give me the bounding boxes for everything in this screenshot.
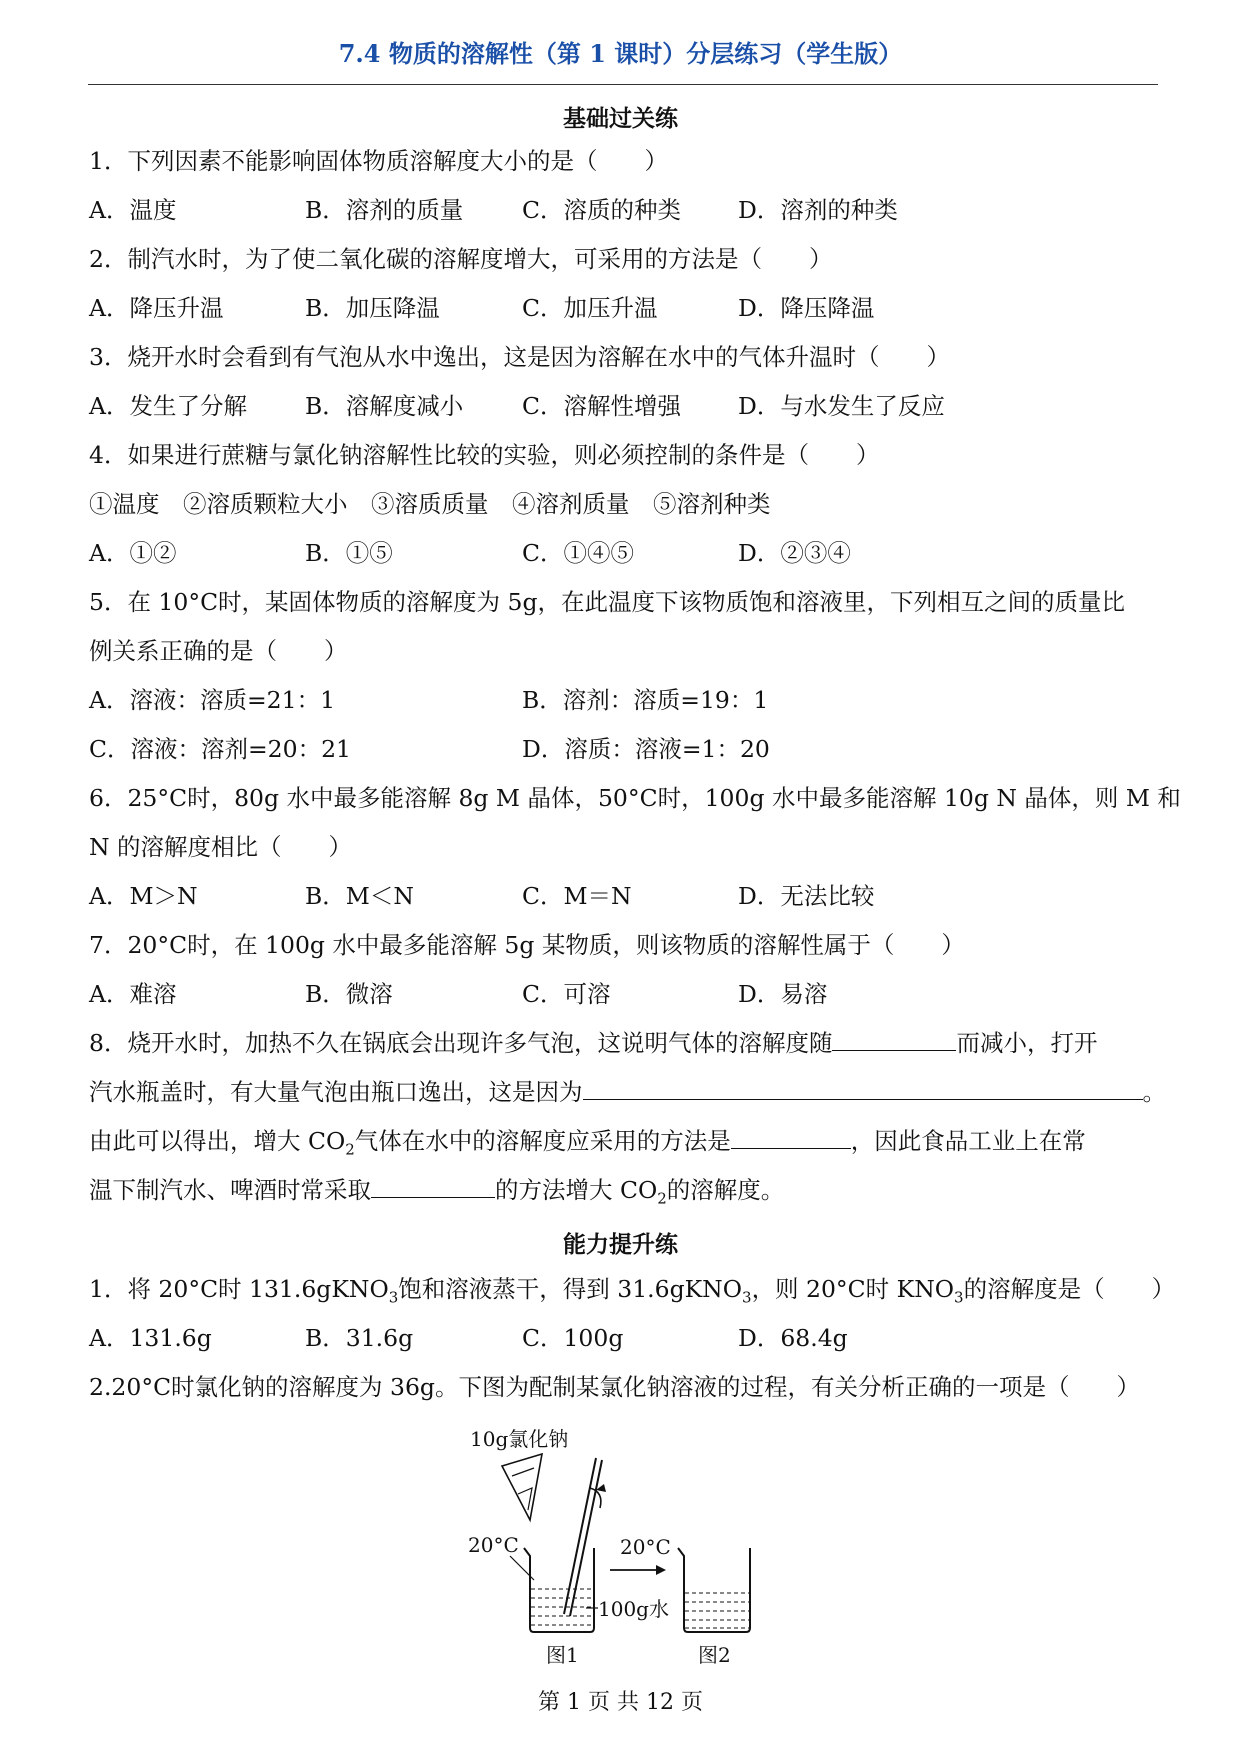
water-label: 100g水	[598, 1597, 669, 1621]
q8-answer-blank-1[interactable]	[832, 1028, 956, 1051]
document-title: 7.4 物质的溶解性（第 1 课时）分层练习（学生版）	[338, 39, 903, 68]
q6-option-d: D．无法比较	[738, 882, 875, 910]
section-heading-advanced: 能力提升练	[563, 1231, 678, 1258]
question-8-line1	[89, 1028, 1097, 1058]
aq1-text-d: 的溶解度是（ ）	[963, 1275, 1176, 1303]
question-2-stem: 2．制汽水时，为了使二氧化碳的溶解度增大，可采用的方法是（ ）	[89, 245, 833, 273]
q1-option-c: C．溶质的种类	[522, 196, 681, 224]
aq1-kno3-subscript-3: 3	[954, 1288, 964, 1307]
beaker-1-temperature: 20°C	[468, 1533, 519, 1557]
q1-option-b: B．溶剂的质量	[305, 196, 464, 224]
question-3-stem: 3．烧开水时会看到有气泡从水中逸出，这是因为溶解在水中的气体升温时（ ）	[89, 343, 950, 371]
q8-text-3a: 由此可以得出，增大 CO	[89, 1127, 346, 1155]
q2-option-a: A．降压升温	[89, 294, 224, 322]
arrow-temperature: 20°C	[620, 1535, 671, 1559]
q4-option-b: B．①⑤	[305, 539, 393, 567]
salt-label: 10g氯化钠	[470, 1427, 569, 1451]
q3-option-a: A．发生了分解	[89, 392, 247, 420]
question-8-line4	[89, 1175, 784, 1214]
q8-text-2b: 。	[1142, 1078, 1166, 1106]
question-8-line2	[89, 1077, 1166, 1107]
aq1-option-d: D．68.4g	[738, 1324, 848, 1352]
q7-option-c: C．可溶	[522, 980, 611, 1008]
q1-option-d: D．溶剂的种类	[738, 196, 898, 224]
q4-option-d: D．②③④	[738, 539, 851, 567]
q8-co2-subscript-2: 2	[657, 1189, 667, 1208]
q8-text-2a: 汽水瓶盖时，有大量气泡由瓶口逸出，这是因为	[89, 1078, 583, 1106]
q5-option-b: B．溶剂：溶质=19：1	[522, 686, 769, 714]
q3-option-b: B．溶解度减小	[305, 392, 464, 420]
glass-rod-icon	[564, 1458, 606, 1616]
aq1-text-b: 饱和溶液蒸干，得到 31.6gKNO	[398, 1275, 743, 1303]
q8-text-4c: 的溶解度。	[666, 1176, 785, 1204]
question-4-conditions: ①温度 ②溶质颗粒大小 ③溶质质量 ④溶剂质量 ⑤溶剂种类	[89, 490, 771, 518]
aq1-option-c: C．100g	[522, 1324, 624, 1352]
q8-answer-blank-3[interactable]	[731, 1126, 851, 1149]
experiment-figure	[440, 1418, 820, 1667]
beaker-2	[678, 1548, 750, 1632]
q2-option-b: B．加压降温	[305, 294, 440, 322]
q6-option-b: B．M＜N	[305, 882, 414, 910]
page-footer: 第 1 页 共 12 页	[538, 1690, 703, 1715]
section-heading-basic: 基础过关练	[563, 105, 678, 132]
aq1-text-c: ，则 20°C时 KNO	[751, 1275, 955, 1303]
question-7-stem: 7．20°C时，在 100g 水中最多能溶解 5g 某物质，则该物质的溶解性属于（ ）	[89, 931, 965, 959]
q8-answer-blank-2[interactable]	[583, 1077, 1143, 1100]
q4-option-c: C．①④⑤	[522, 539, 634, 567]
q8-answer-blank-4[interactable]	[371, 1175, 495, 1198]
q5-option-c: C．溶液：溶剂=20：21	[89, 735, 351, 763]
q3-option-d: D．与水发生了反应	[738, 392, 945, 420]
q8-text-1b: 而减小，打开	[956, 1029, 1098, 1057]
advanced-question-1-stem	[89, 1274, 1175, 1313]
q8-text-3b: 气体在水中的溶解度应采用的方法是	[354, 1127, 731, 1155]
q7-option-b: B．微溶	[305, 980, 393, 1008]
aq1-option-b: B．31.6g	[305, 1324, 414, 1352]
question-5-stem-line1: 5．在 10°C时，某固体物质的溶解度为 5g，在此温度下该物质饱和溶液里，下列相互之间的质量比	[89, 588, 1126, 616]
aq1-kno3-subscript-1: 3	[388, 1288, 399, 1307]
q3-option-c: C．溶解性增强	[522, 392, 681, 420]
q5-option-d: D．溶质：溶液=1：20	[522, 735, 770, 763]
q7-option-a: A．难溶	[89, 980, 177, 1008]
q7-option-d: D．易溶	[738, 980, 828, 1008]
question-8-line3	[89, 1126, 1086, 1165]
advanced-question-2-stem: 2.20°C时氯化钠的溶解度为 36g。下图为配制某氯化钠溶液的过程，有关分析正确的一项是（ ）	[89, 1373, 1140, 1401]
q8-co2-subscript-1: 2	[345, 1140, 355, 1159]
aq1-option-a: A．131.6g	[89, 1324, 212, 1352]
q6-option-a: A．M＞N	[89, 882, 198, 910]
beaker-1	[524, 1548, 594, 1632]
process-arrow-icon	[610, 1565, 666, 1575]
q1-option-a: A．温度	[89, 196, 177, 224]
question-6-stem-line2: N 的溶解度相比（ ）	[89, 833, 353, 861]
aq1-text-a: 1．将 20°C时 131.6gKNO	[89, 1275, 389, 1303]
figure-2-caption: 图2	[698, 1643, 731, 1667]
q6-option-c: C．M＝N	[522, 882, 632, 910]
paper-cone-icon	[502, 1454, 542, 1520]
q8-text-4b: 的方法增大 CO	[495, 1176, 658, 1204]
q2-option-c: C．加压升温	[522, 294, 658, 322]
aq1-kno3-subscript-2: 3	[742, 1288, 752, 1307]
q8-text-1a: 8．烧开水时，加热不久在锅底会出现许多气泡，这说明气体的溶解度随	[89, 1029, 833, 1057]
q2-option-d: D．降压降温	[738, 294, 875, 322]
question-5-stem-line2: 例关系正确的是（ ）	[89, 637, 348, 665]
header-divider	[88, 84, 1158, 85]
figure-1-caption: 图1	[546, 1643, 579, 1667]
q8-text-3c: ，因此食品工业上在常	[850, 1127, 1086, 1155]
q4-option-a: A．①②	[89, 539, 177, 567]
question-4-stem: 4．如果进行蔗糖与氯化钠溶解性比较的实验，则必须控制的条件是（ ）	[89, 441, 880, 469]
question-6-stem-line1: 6．25°C时，80g 水中最多能溶解 8g M 晶体，50°C时，100g 水中最多能溶解 10g N 晶体，则 M 和	[89, 784, 1181, 812]
beaker-diagram	[440, 1418, 820, 1667]
question-1-stem: 1．下列因素不能影响固体物质溶解度大小的是（ ）	[89, 147, 668, 175]
q8-text-4a: 温下制汽水、啤酒时常采取	[89, 1176, 371, 1204]
q5-option-a: A．溶液：溶质=21：1	[89, 686, 336, 714]
